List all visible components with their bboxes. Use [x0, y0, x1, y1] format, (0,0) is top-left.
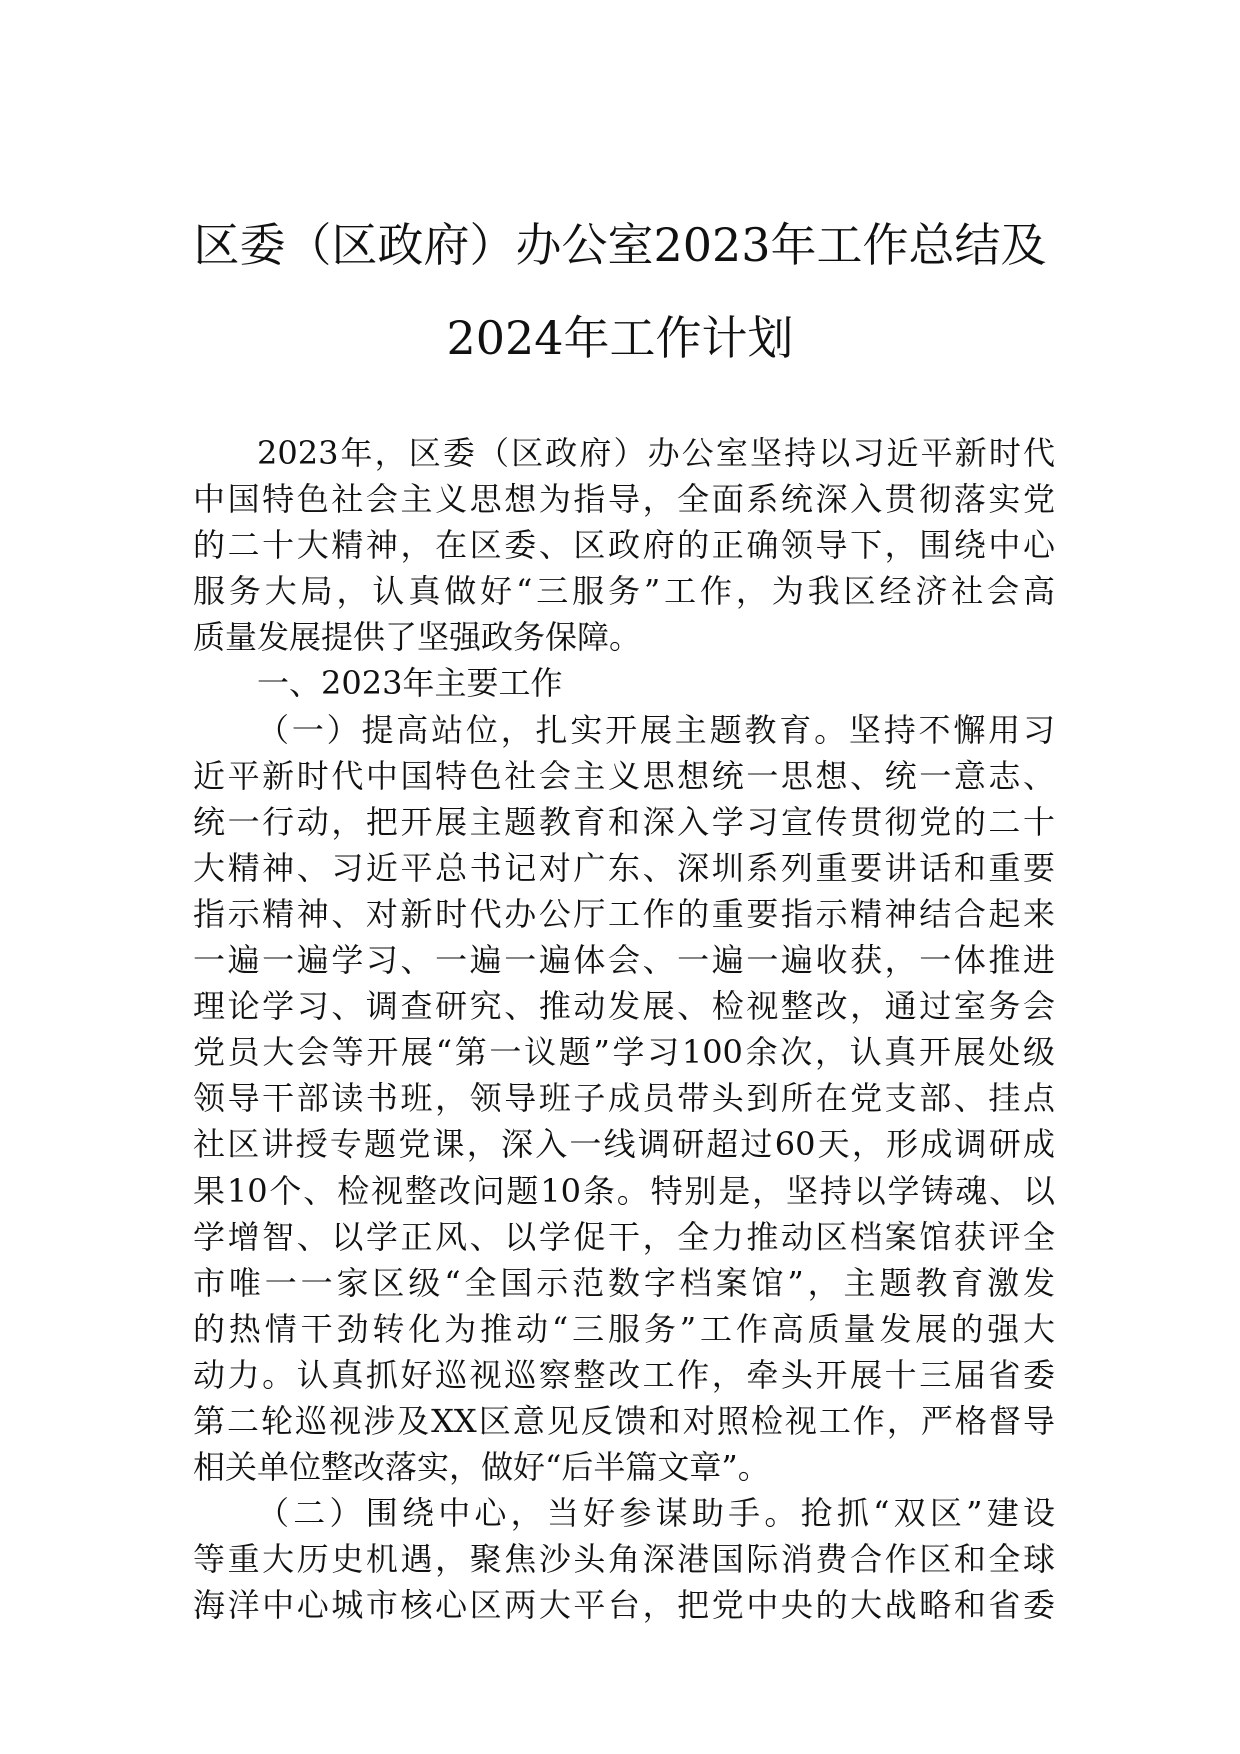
document-title-line-2: 2024年工作计划	[446, 311, 794, 365]
document-title-line-1: 区委（区政府）办公室2023年工作总结及	[193, 218, 1047, 272]
body-line: 一遍一遍学习、一遍一遍体会、一遍一遍收获，一体推进	[193, 941, 1055, 980]
body-line: 党员大会等开展“第一议题”学习100余次，认真开展处级	[193, 1033, 1055, 1072]
body-line: 的二十大精神，在区委、区政府的正确领导下，围绕中心	[193, 526, 1055, 565]
body-line: 理论学习、调查研究、推动发展、检视整改，通过室务会	[193, 987, 1055, 1026]
document-body	[193, 430, 1055, 1628]
body-line: 等重大历史机遇，聚焦沙头角深港国际消费合作区和全球	[193, 1540, 1055, 1579]
body-line: 学增智、以学正风、以学促干，全力推动区档案馆获评全	[193, 1217, 1055, 1256]
body-line: 统一行动，把开展主题教育和深入学习宣传贯彻党的二十	[193, 802, 1055, 841]
body-line: 海洋中心城市核心区两大平台，把党中央的大战略和省委	[193, 1586, 1055, 1625]
body-line: 相关单位整改落实，做好“后半篇文章”。	[193, 1448, 770, 1487]
body-line: 社区讲授专题党课，深入一线调研超过60天，形成调研成	[193, 1125, 1055, 1164]
body-line: 第二轮巡视涉及XX区意见反馈和对照检视工作，严格督导	[193, 1401, 1055, 1440]
body-line: 市唯一一家区级“全国示范数字档案馆”，主题教育激发	[193, 1263, 1055, 1302]
body-line: 指示精神、对新时代办公厅工作的重要指示精神结合起来	[193, 894, 1055, 933]
body-line: （二）围绕中心，当好参谋助手。抢抓“双区”建设	[257, 1494, 1055, 1533]
body-line: 领导干部读书班，领导班子成员带头到所在党支部、挂点	[193, 1079, 1055, 1118]
body-line: 的热情干劲转化为推动“三服务”工作高质量发展的强大	[193, 1309, 1055, 1348]
body-line: 果10个、检视整改问题10条。特别是，坚持以学铸魂、以	[193, 1171, 1055, 1210]
body-line: 中国特色社会主义思想为指导，全面系统深入贯彻落实党	[193, 480, 1055, 519]
body-line: 2023年，区委（区政府）办公室坚持以习近平新时代	[257, 434, 1055, 472]
body-line: （一）提高站位，扎实开展主题教育。坚持不懈用习	[257, 710, 1055, 749]
body-line: 动力。认真抓好巡视巡察整改工作，牵头开展十三届省委	[193, 1355, 1055, 1394]
body-line: 服务大局，认真做好“三服务”工作，为我区经济社会高	[193, 572, 1055, 611]
body-line: 质量发展提供了坚强政务保障。	[193, 618, 642, 657]
body-line: 大精神、习近平总书记对广东、深圳系列重要讲话和重要	[193, 848, 1055, 887]
body-line: 近平新时代中国特色社会主义思想统一思想、统一意志、	[193, 756, 1055, 795]
body-line: 一、2023年主要工作	[257, 664, 563, 703]
